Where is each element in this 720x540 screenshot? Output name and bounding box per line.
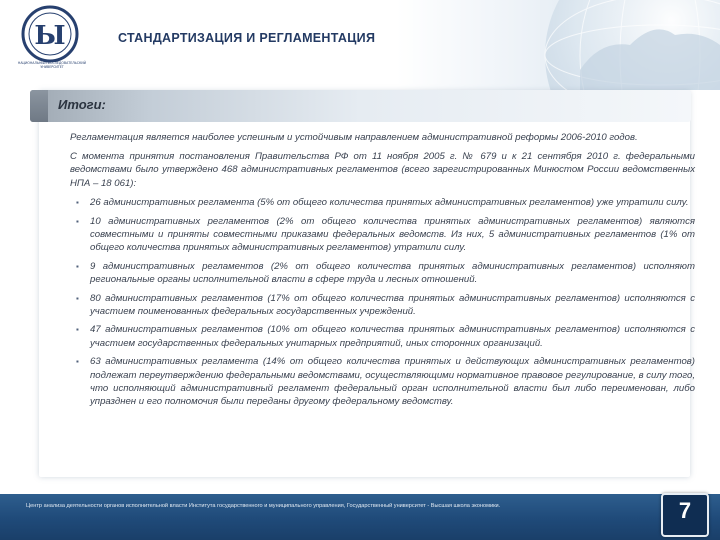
bullet-square-icon: ▪ (76, 293, 79, 303)
svg-text:Ы: Ы (34, 21, 66, 51)
list-item-text: 9 административных регламентов (2% от общего количества принятых административных регламентов) исполняют региональные органы исполнительной власти в сфере труда и лесных отношений. (90, 260, 695, 285)
list-item-text: 47 административных регламентов (10% от общего количества принятых административных регламентов) исполняются с участием государственных федеральных унитарных предприятий, иных сторонних организаций. (90, 324, 695, 349)
globe-icon (460, 0, 720, 90)
page-title: СТАНДАРТИЗАЦИЯ И РЕГЛАМЕНТАЦИЯ (118, 31, 376, 45)
panel-heading: Итоги: (58, 97, 106, 112)
list-item-text: 80 административных регламентов (17% от общего количества принятых административных регламентов) исполняются с участием поименованных федеральных государственных учреждений. (90, 292, 695, 317)
list-item (70, 196, 695, 209)
bullet-square-icon: ▪ (76, 197, 79, 207)
header (0, 0, 720, 90)
list-item (70, 355, 695, 408)
paragraph: С момента принятия постановления Правительства РФ от 11 ноября 2005 г. № 679 и к 21 сентября 2010 г. федеральными ведомствами было утверждено 468 административных регламентов (всего зарегистрированных Минюстом России ведомственных НПА – 18 061): (70, 151, 695, 189)
list-item (70, 292, 695, 318)
footer-text: Центр анализа деятельности органов исполнительной власти Института государственного и муниципального управления, Государственный университет - Высшая школа экономики. (26, 503, 501, 509)
bullet-square-icon: ▪ (76, 261, 79, 271)
page-number: 7 (678, 498, 692, 523)
list-item-text: 10 административных регламентов (2% от общего количества принятых административных регламентов) являются совместными и приняты совместными приказами федеральных ведомств. Из них, 5 административных регламентов (1% от общего количества принятых административных регламентов) утратили силу. (90, 215, 695, 253)
bullet-list (70, 196, 695, 408)
list-item (70, 215, 695, 255)
panel-content (70, 131, 695, 414)
paragraph: Регламентация является наиболее успешным и устойчивым направлением административной реформы 2006-2010 годов. (70, 132, 638, 143)
footer (0, 494, 720, 540)
bullet-square-icon: ▪ (76, 357, 79, 367)
panel-header (30, 90, 691, 122)
list-item (70, 323, 695, 349)
logo-caption: НАЦИОНАЛЬНЫЙ ИССЛЕДОВАТЕЛЬСКИЙ УНИВЕРСИТЕТ (17, 61, 87, 69)
list-item-text: 63 административных регламента (14% от общего количества принятых и действующих административных регламентов) подлежат переутверждению федеральными ведомствами, осуществляющими нормативное правовое регулирование, в силу того, что исполняющий административный регламент федеральный орган исполнительной власти был либо переименован, либо упразднен и его полномочия были переданы другому федеральному ведомству. (90, 356, 695, 407)
list-item (70, 260, 695, 286)
bullet-square-icon: ▪ (76, 216, 79, 226)
bullet-square-icon: ▪ (76, 325, 79, 335)
list-item-text: 26 административных регламента (5% от общего количества принятых административных регламентов) уже утратили силу. (90, 196, 689, 208)
